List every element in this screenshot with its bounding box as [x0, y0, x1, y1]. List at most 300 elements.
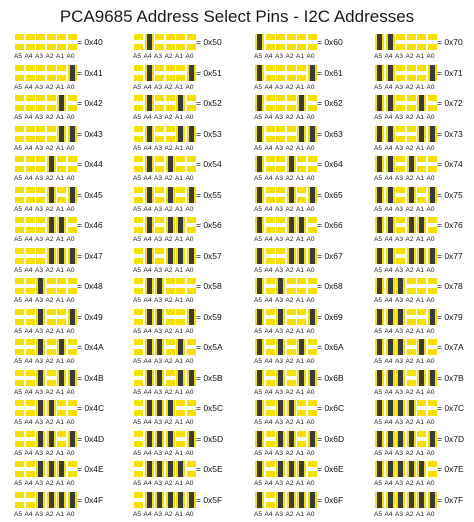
pin-label: A2: [164, 267, 173, 274]
bridged-jumper-pad: [407, 156, 416, 172]
open-jumper-pad: [36, 248, 45, 264]
pin-label: A0: [426, 206, 435, 213]
bridged-jumper-pad: [428, 65, 437, 81]
open-jumper-pad: [266, 370, 275, 386]
open-jumper-pad: [15, 187, 24, 203]
address-entry: [134, 65, 248, 95]
pin-label: A3: [275, 267, 283, 274]
solder-bridge: [310, 309, 315, 325]
pin-label: A5: [374, 175, 382, 182]
pin-label: A0: [66, 145, 75, 152]
pad-gap: [15, 437, 24, 441]
pin-label: A0: [306, 419, 315, 426]
pin-label: A5: [254, 114, 262, 121]
open-jumper-pad: [26, 400, 35, 416]
address-entry: [255, 187, 369, 217]
pad-gap: [166, 132, 175, 136]
bridged-jumper-pad: [68, 431, 77, 447]
solder-bridge: [178, 126, 183, 142]
address-entry: [134, 248, 248, 278]
pin-label: A3: [395, 114, 403, 121]
open-jumper-pad: [417, 278, 426, 294]
open-jumper-pad: [428, 34, 437, 50]
pin-label: A0: [66, 114, 75, 121]
pad-gap: [57, 437, 66, 441]
open-jumper-pad: [57, 400, 66, 416]
open-jumper-pad: [26, 492, 35, 508]
solder-bridge: [419, 492, 424, 508]
solder-bridge: [419, 339, 424, 355]
pin-label: A5: [14, 358, 22, 365]
bridged-jumper-pad: [47, 461, 56, 477]
pin-label: A2: [45, 175, 54, 182]
bridged-jumper-pad: [255, 492, 264, 508]
pin-label: A4: [264, 114, 273, 121]
pad-gap: [428, 406, 437, 410]
pin-label: A3: [154, 511, 162, 518]
bridged-jumper-pad: [36, 400, 45, 416]
pin-label: A3: [35, 450, 43, 457]
pad-gap: [134, 162, 143, 166]
solder-bridge: [147, 400, 152, 416]
i2c-address-label: = 0x43: [77, 129, 103, 139]
pad-gap: [308, 40, 317, 44]
pin-label: A0: [185, 450, 194, 457]
pad-gap: [15, 71, 24, 75]
pad-gap: [68, 406, 77, 410]
solder-bridge: [430, 248, 435, 264]
pad-gap: [287, 40, 296, 44]
pin-label: A4: [24, 145, 33, 152]
bridged-jumper-pad: [68, 126, 77, 142]
open-jumper-pad: [68, 339, 77, 355]
pin-label: A2: [164, 114, 173, 121]
pad-gap: [155, 162, 164, 166]
bridged-jumper-pad: [166, 492, 175, 508]
open-jumper-pad: [36, 187, 45, 203]
pad-gap: [276, 162, 285, 166]
pad-gap: [187, 467, 196, 471]
pad-gap: [26, 223, 35, 227]
solder-bridge: [157, 309, 162, 325]
solder-bridge: [168, 492, 173, 508]
pin-label: A2: [405, 480, 414, 487]
pin-label: A5: [254, 511, 262, 518]
pin-label: A0: [426, 511, 435, 518]
pin-label: A3: [154, 419, 162, 426]
pin-label: A4: [264, 175, 273, 182]
pad-gap: [15, 223, 24, 227]
open-jumper-pad: [176, 156, 185, 172]
i2c-address-label: = 0x7A: [437, 342, 464, 352]
pin-label: A0: [426, 114, 435, 121]
pin-label: A0: [306, 145, 315, 152]
pin-label: A4: [24, 328, 33, 335]
pin-label: A1: [296, 145, 304, 152]
solder-bridge: [59, 339, 64, 355]
pin-label: A0: [426, 389, 435, 396]
pin-label: A4: [143, 206, 152, 213]
pad-gap: [308, 345, 317, 349]
pad-gap: [396, 71, 405, 75]
pad-gap: [276, 193, 285, 197]
pin-label: A1: [296, 328, 304, 335]
pin-label: A4: [24, 84, 33, 91]
i2c-address-label: = 0x42: [77, 98, 103, 108]
pin-label: A1: [56, 450, 64, 457]
pin-label: A4: [24, 53, 33, 60]
pin-label: A2: [164, 450, 173, 457]
open-jumper-pad: [47, 309, 56, 325]
bridged-jumper-pad: [386, 156, 395, 172]
solder-bridge: [257, 248, 262, 264]
pad-gap: [166, 284, 175, 288]
pad-gap: [396, 254, 405, 258]
open-jumper-pad: [134, 309, 143, 325]
i2c-address-label: = 0x49: [77, 312, 103, 322]
pad-gap: [417, 40, 426, 44]
open-jumper-pad: [297, 34, 306, 50]
i2c-address-label: = 0x6F: [317, 495, 344, 505]
open-jumper-pad: [266, 461, 275, 477]
pin-label: A4: [264, 419, 273, 426]
solder-bridge: [377, 187, 382, 203]
pad-gap: [417, 71, 426, 75]
pin-label: A0: [426, 53, 435, 60]
address-entry: [134, 95, 248, 125]
pin-label: A5: [254, 206, 262, 213]
bridged-jumper-pad: [166, 156, 175, 172]
bridged-jumper-pad: [255, 370, 264, 386]
bridged-jumper-pad: [386, 309, 395, 325]
pad-gap: [417, 162, 426, 166]
pin-label: A1: [416, 511, 424, 518]
pin-label: A3: [395, 358, 403, 365]
bridged-jumper-pad: [297, 492, 306, 508]
solder-bridge: [430, 492, 435, 508]
bridged-jumper-pad: [255, 65, 264, 81]
i2c-address-label: = 0x5E: [196, 464, 223, 474]
address-entry: [375, 34, 474, 64]
pin-label: A1: [56, 328, 64, 335]
bridged-jumper-pad: [375, 309, 384, 325]
i2c-address-label: = 0x7C: [437, 403, 465, 413]
pin-label: A2: [405, 358, 414, 365]
pin-label: A3: [154, 145, 162, 152]
solder-bridge: [299, 126, 304, 142]
open-jumper-pad: [155, 34, 164, 50]
solder-bridge: [377, 34, 382, 50]
pin-label: A4: [24, 358, 33, 365]
bridged-jumper-pad: [145, 65, 154, 81]
solder-bridge: [168, 400, 173, 416]
pin-label: A5: [374, 84, 382, 91]
solder-bridge: [257, 217, 262, 233]
solder-bridge: [49, 461, 54, 477]
pin-label: A4: [143, 297, 152, 304]
pad-gap: [134, 223, 143, 227]
pad-gap: [155, 40, 164, 44]
pad-gap: [15, 467, 24, 471]
pin-label: A4: [384, 297, 393, 304]
pad-gap: [68, 223, 77, 227]
solder-bridge: [157, 400, 162, 416]
pad-gap: [297, 437, 306, 441]
pin-label: A5: [14, 267, 22, 274]
pad-gap: [134, 345, 143, 349]
pad-gap: [176, 437, 185, 441]
i2c-address-label: = 0x6D: [317, 434, 345, 444]
open-jumper-pad: [417, 431, 426, 447]
solder-bridge: [178, 370, 183, 386]
solder-bridge: [310, 492, 315, 508]
pin-label: A2: [164, 175, 173, 182]
pin-label: A1: [416, 419, 424, 426]
address-entry: [134, 187, 248, 217]
solder-bridge: [299, 217, 304, 233]
bridged-jumper-pad: [155, 431, 164, 447]
solder-bridge: [398, 309, 403, 325]
pin-label: A1: [175, 480, 183, 487]
address-entry: [134, 492, 248, 522]
bridged-jumper-pad: [47, 431, 56, 447]
pin-label: A5: [254, 389, 262, 396]
pin-label: A4: [143, 175, 152, 182]
open-jumper-pad: [407, 309, 416, 325]
solder-bridge: [377, 217, 382, 233]
i2c-address-label: = 0x67: [317, 251, 343, 261]
pin-label: A0: [66, 267, 75, 274]
pin-label: A3: [35, 419, 43, 426]
pad-gap: [297, 284, 306, 288]
pin-label: A3: [275, 114, 283, 121]
pin-label: A0: [426, 450, 435, 457]
pin-label: A0: [185, 297, 194, 304]
pin-label: A3: [395, 328, 403, 335]
bridged-jumper-pad: [36, 339, 45, 355]
solder-bridge: [398, 370, 403, 386]
solder-bridge: [38, 370, 43, 386]
pin-label: A0: [66, 328, 75, 335]
pin-label: A2: [405, 419, 414, 426]
solder-bridge: [59, 217, 64, 233]
pin-label: A3: [275, 389, 283, 396]
bridged-jumper-pad: [176, 492, 185, 508]
bridged-jumper-pad: [417, 217, 426, 233]
bridged-jumper-pad: [36, 492, 45, 508]
pin-label: A2: [285, 419, 294, 426]
pin-label: A2: [285, 328, 294, 335]
bridged-jumper-pad: [386, 248, 395, 264]
open-jumper-pad: [26, 278, 35, 294]
open-jumper-pad: [68, 95, 77, 111]
pin-label: A5: [374, 328, 382, 335]
open-jumper-pad: [47, 65, 56, 81]
solder-bridge: [70, 248, 75, 264]
address-entry: [375, 492, 474, 522]
pad-gap: [297, 406, 306, 410]
i2c-address-label: = 0x4E: [77, 464, 104, 474]
pin-label: A1: [296, 450, 304, 457]
solder-bridge: [388, 309, 393, 325]
pin-label: A3: [275, 236, 283, 243]
open-jumper-pad: [287, 278, 296, 294]
pin-label: A2: [164, 511, 173, 518]
pin-label: A5: [374, 511, 382, 518]
pad-gap: [396, 101, 405, 105]
open-jumper-pad: [266, 95, 275, 111]
bridged-jumper-pad: [255, 187, 264, 203]
bridged-jumper-pad: [176, 248, 185, 264]
pin-label: A5: [374, 389, 382, 396]
pin-label: A1: [56, 206, 64, 213]
solder-bridge: [310, 431, 315, 447]
bridged-jumper-pad: [166, 461, 175, 477]
i2c-address-label: = 0x62: [317, 98, 343, 108]
pad-gap: [155, 223, 164, 227]
open-jumper-pad: [134, 187, 143, 203]
pin-label: A2: [285, 297, 294, 304]
pin-label: A3: [395, 236, 403, 243]
solder-bridge: [257, 34, 262, 50]
pin-label: A5: [254, 450, 262, 457]
pin-label: A1: [175, 175, 183, 182]
open-jumper-pad: [297, 156, 306, 172]
bridged-jumper-pad: [375, 95, 384, 111]
pin-label: A3: [154, 236, 162, 243]
i2c-address-label: = 0x57: [196, 251, 222, 261]
pin-label: A1: [296, 114, 304, 121]
bridged-jumper-pad: [375, 34, 384, 50]
pin-label: A0: [66, 389, 75, 396]
solder-bridge: [278, 309, 283, 325]
pad-gap: [396, 193, 405, 197]
bridged-jumper-pad: [187, 248, 196, 264]
open-jumper-pad: [308, 95, 317, 111]
i2c-address-label: = 0x47: [77, 251, 103, 261]
pin-label: A4: [264, 145, 273, 152]
solder-bridge: [178, 95, 183, 111]
pin-label: A3: [35, 480, 43, 487]
solder-bridge: [377, 65, 382, 81]
open-jumper-pad: [266, 309, 275, 325]
open-jumper-pad: [26, 187, 35, 203]
pin-label: A2: [164, 328, 173, 335]
i2c-address-label: = 0x63: [317, 129, 343, 139]
bridged-jumper-pad: [155, 309, 164, 325]
open-jumper-pad: [26, 34, 35, 50]
solder-bridge: [59, 95, 64, 111]
solder-bridge: [168, 187, 173, 203]
i2c-address-label: = 0x71: [437, 68, 463, 78]
bridged-jumper-pad: [428, 187, 437, 203]
i2c-address-label: = 0x72: [437, 98, 463, 108]
i2c-address-label: = 0x76: [437, 220, 463, 230]
bridged-jumper-pad: [255, 34, 264, 50]
pad-gap: [47, 345, 56, 349]
solder-bridge: [377, 492, 382, 508]
i2c-address-label: = 0x56: [196, 220, 222, 230]
address-entry: [15, 400, 129, 430]
pad-gap: [166, 40, 175, 44]
bridged-jumper-pad: [187, 370, 196, 386]
pin-label: A5: [14, 480, 22, 487]
bridged-jumper-pad: [375, 278, 384, 294]
pin-label: A5: [374, 267, 382, 274]
solder-bridge: [157, 492, 162, 508]
bridged-jumper-pad: [386, 187, 395, 203]
bridged-jumper-pad: [276, 339, 285, 355]
solder-bridge: [70, 370, 75, 386]
solder-bridge: [398, 431, 403, 447]
bridged-jumper-pad: [68, 248, 77, 264]
open-jumper-pad: [134, 95, 143, 111]
pin-label: A3: [275, 480, 283, 487]
pin-label: A0: [306, 267, 315, 274]
pin-label: A0: [306, 175, 315, 182]
pad-gap: [134, 498, 143, 502]
pin-label: A1: [56, 389, 64, 396]
pin-label: A5: [14, 328, 22, 335]
open-jumper-pad: [407, 126, 416, 142]
address-entry: [134, 156, 248, 186]
pin-label: A5: [14, 236, 22, 243]
pin-label: A1: [296, 236, 304, 243]
open-jumper-pad: [47, 95, 56, 111]
pad-gap: [134, 467, 143, 471]
pad-gap: [187, 162, 196, 166]
solder-bridge: [377, 248, 382, 264]
pin-label: A2: [405, 297, 414, 304]
pin-label: A0: [426, 297, 435, 304]
open-jumper-pad: [266, 339, 275, 355]
i2c-address-label: = 0x61: [317, 68, 343, 78]
solder-bridge: [388, 400, 393, 416]
bridged-jumper-pad: [255, 95, 264, 111]
pin-label: A4: [384, 328, 393, 335]
pin-label: A5: [14, 145, 22, 152]
pad-gap: [47, 132, 56, 136]
solder-bridge: [59, 492, 64, 508]
pad-gap: [68, 345, 77, 349]
open-jumper-pad: [266, 34, 275, 50]
pin-label: A4: [143, 328, 152, 335]
pin-label: A0: [185, 114, 194, 121]
pad-gap: [266, 467, 275, 471]
bridged-jumper-pad: [308, 492, 317, 508]
pin-label: A1: [175, 145, 183, 152]
open-jumper-pad: [276, 248, 285, 264]
address-entry: [375, 217, 474, 247]
bridged-jumper-pad: [396, 278, 405, 294]
pad-gap: [407, 284, 416, 288]
open-jumper-pad: [26, 461, 35, 477]
pad-gap: [134, 40, 143, 44]
i2c-address-label: = 0x7D: [437, 434, 465, 444]
solder-bridge: [430, 431, 435, 447]
open-jumper-pad: [297, 309, 306, 325]
bridged-jumper-pad: [145, 95, 154, 111]
pin-label: A4: [24, 511, 33, 518]
open-jumper-pad: [155, 217, 164, 233]
i2c-address-label: = 0x55: [196, 190, 222, 200]
pin-label: A1: [175, 389, 183, 396]
open-jumper-pad: [287, 339, 296, 355]
pin-label: A0: [66, 419, 75, 426]
i2c-address-label: = 0x5D: [196, 434, 224, 444]
pin-label: A0: [306, 206, 315, 213]
bridged-jumper-pad: [417, 248, 426, 264]
